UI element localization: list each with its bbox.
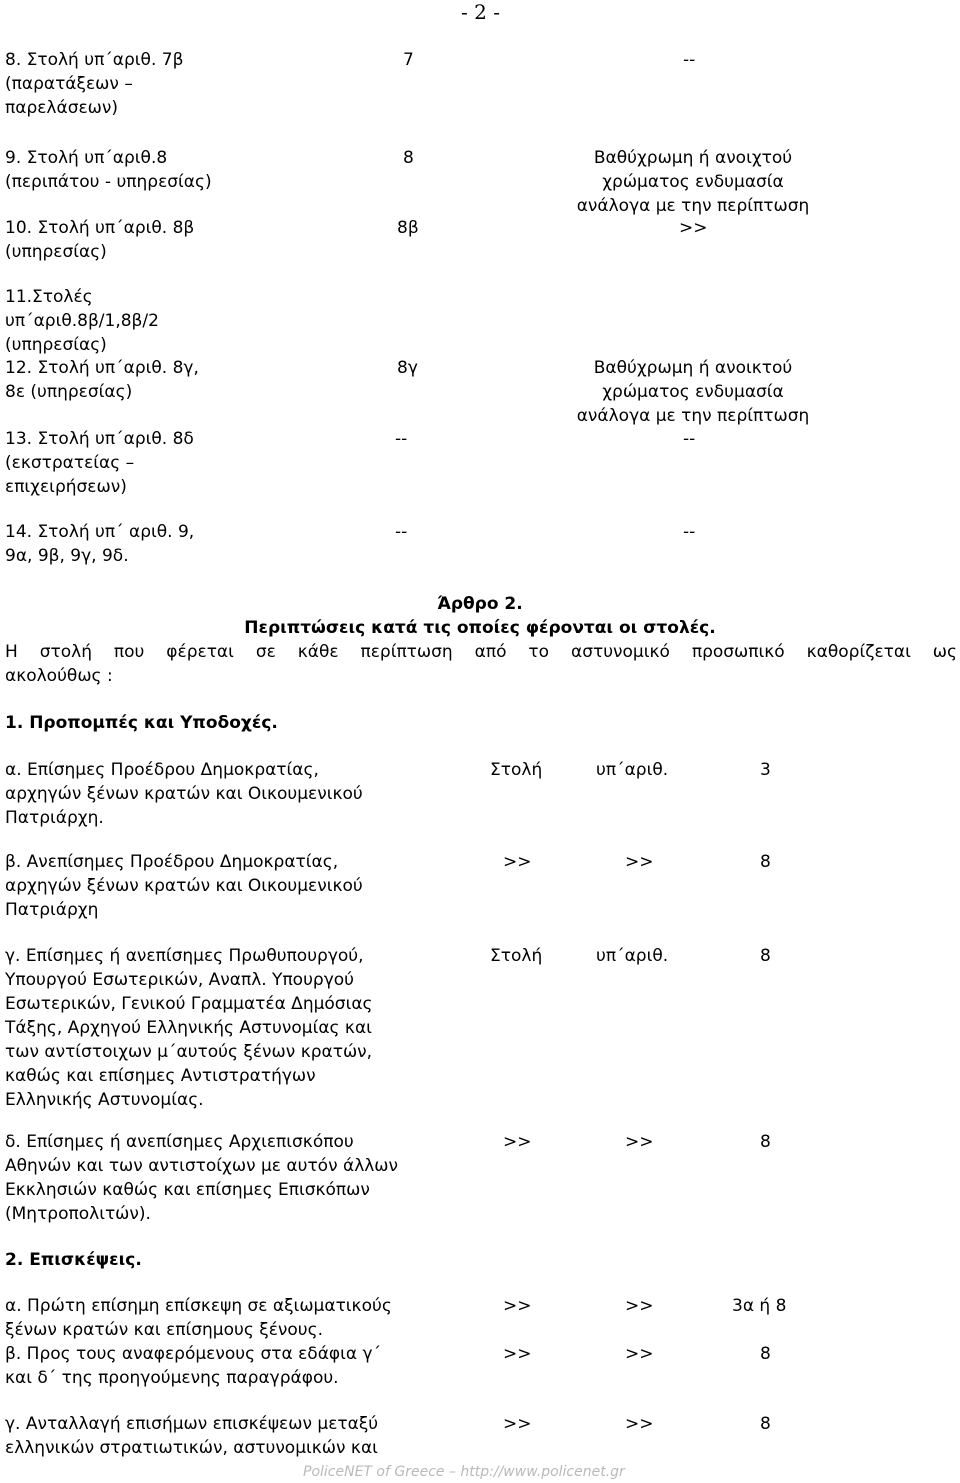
entry-line: γ. Επίσημες ή ανεπίσημες Πρωθυπουργού, [5, 946, 364, 966]
entry-line: (Μητροπολιτών). [5, 1204, 151, 1224]
section-title: 2. Επισκέψεις. [5, 1250, 142, 1270]
entry-text [5, 758, 363, 830]
table-row-code: -- [395, 429, 408, 449]
table-row-code: 8γ [397, 358, 418, 378]
entry-col2: υπ΄αριθ. [596, 946, 669, 966]
entry-line: β. Ανεπίσημες Προέδρου Δημοκρατίας, [5, 852, 339, 872]
entry-line: Τάξης, Αρχηγού Ελληνικής Αστυνομίας και [5, 1018, 372, 1038]
entry-col3: 3 [760, 760, 771, 780]
table-row-note: -- [683, 522, 696, 542]
table-row-item [5, 356, 199, 404]
entry-text [5, 850, 363, 922]
entry-line: Υπουργού Εσωτερικών, Αναπλ. Υπουργού [5, 970, 355, 990]
table-row-item [5, 520, 194, 568]
note-line: Βαθύχρωμη ή ανοιχτού [593, 148, 793, 168]
table-row-note: >> [679, 218, 708, 238]
entry-col3: 8 [760, 946, 771, 966]
entry-col1: >> [503, 852, 532, 872]
entry-col2: >> [625, 1414, 654, 1434]
entry-line: Εκκλησιών καθώς και επίσημες Επισκόπων [5, 1180, 370, 1200]
entry-col1: Στολή [490, 760, 543, 780]
table-row-code: -- [395, 522, 408, 542]
entry-text [5, 1412, 378, 1460]
note-line: χρώματος ενδυμασία [602, 172, 784, 192]
item-line: 13. Στολή υπ΄αριθ. 8δ [5, 429, 194, 449]
entry-col3: 8 [760, 1414, 771, 1434]
entry-line: και δ΄ της προηγούμενης παραγράφου. [5, 1368, 339, 1388]
entry-line: α. Πρώτη επίσημη επίσκεψη σε αξιωματικούς [5, 1296, 392, 1316]
entry-col3: 8 [760, 1132, 771, 1152]
item-line: (εκστρατείας – [5, 453, 135, 473]
table-row-item [5, 427, 194, 499]
page-number: - 2 - [461, 0, 500, 24]
entry-line: καθώς και επίσημες Αντιστρατήγων [5, 1066, 316, 1086]
entry-line: αρχηγών ξένων κρατών και Οικουμενικού [5, 784, 363, 804]
entry-col2: >> [625, 1296, 654, 1316]
table-row-code: 8 [403, 148, 414, 168]
item-line: 9. Στολή υπ΄αριθ.8 [5, 148, 168, 168]
table-row-item [5, 146, 212, 194]
entry-col1: >> [503, 1296, 532, 1316]
item-line: παρελάσεων) [5, 98, 119, 118]
entry-col1: Στολή [490, 946, 543, 966]
entry-text [5, 1130, 398, 1226]
table-row-item [5, 216, 194, 264]
entry-col3: 8 [760, 852, 771, 872]
entry-line: ελληνικών στρατιωτικών, αστυνομικών και [5, 1438, 378, 1458]
item-line: (παρατάξεων – [5, 74, 133, 94]
item-line: (περιπάτου - υπηρεσίας) [5, 172, 212, 192]
entry-line: α. Επίσημες Προέδρου Δημοκρατίας, [5, 760, 319, 780]
entry-line: δ. Επίσημες ή ανεπίσημες Αρχιεπισκόπου [5, 1132, 354, 1152]
entry-col3: 3α ή 8 [732, 1296, 787, 1316]
article-intro-line: ακολούθως : [5, 666, 113, 686]
entry-line: Εσωτερικών, Γενικού Γραμματέα Δημόσιας [5, 994, 373, 1014]
item-line: 12. Στολή υπ΄αριθ. 8γ, [5, 358, 199, 378]
entry-col1: >> [503, 1414, 532, 1434]
entry-line: Πατριάρχη [5, 900, 99, 920]
entry-col2: >> [625, 1344, 654, 1364]
entry-line: β. Προς τους αναφερόμενους στα εδάφια γ΄ [5, 1344, 382, 1364]
section-title: 1. Προπομπές και Υποδοχές. [5, 713, 278, 733]
article-subheading: Περιπτώσεις κατά τις οποίες φέρονται οι στολές. [244, 618, 716, 638]
article-heading: Άρθρο 2. [437, 594, 523, 614]
item-line: (υπηρεσίας) [5, 242, 107, 262]
entry-text [5, 1342, 381, 1390]
table-row-note [560, 146, 826, 218]
entry-col1: >> [503, 1132, 532, 1152]
item-line: 14. Στολή υπ΄ αριθ. 9, [5, 522, 195, 542]
table-row-code: 7 [403, 50, 414, 70]
entry-text [5, 944, 373, 1112]
entry-col1: >> [503, 1344, 532, 1364]
entry-text [5, 1294, 392, 1342]
table-row-note: -- [683, 50, 696, 70]
table-row-item [5, 285, 159, 357]
article-intro-line: Η στολή που φέρεται σε κάθε περίπτωση από το αστυνομικό προσωπικό καθορίζεται ως [5, 642, 957, 662]
entry-line: των αντίστοιχων μ΄αυτούς ξένων κρατών, [5, 1042, 373, 1062]
entry-line: γ. Ανταλλαγή επισήμων επισκέψεων μεταξύ [5, 1414, 379, 1434]
table-row-code: 8β [397, 218, 419, 238]
entry-line: ξένων κρατών και επίσημους ξένους. [5, 1320, 324, 1340]
table-row-note: -- [683, 429, 696, 449]
note-line: χρώματος ενδυμασία [602, 382, 784, 402]
entry-line: Πατριάρχη. [5, 808, 104, 828]
item-line: επιχειρήσεων) [5, 477, 127, 497]
entry-col3: 8 [760, 1344, 771, 1364]
item-line: υπ΄αριθ.8β/1,8β/2 [5, 311, 159, 331]
entry-col2: >> [625, 1132, 654, 1152]
footer-watermark: PoliceNET of Greece – http://www.policenet.gr [303, 1464, 625, 1480]
item-line: (υπηρεσίας) [5, 335, 107, 355]
entry-line: Αθηνών και των αντιστοίχων με αυτόν άλλων [5, 1156, 399, 1176]
item-line: 9α, 9β, 9γ, 9δ. [5, 546, 129, 566]
item-line: 11.Στολές [5, 287, 93, 307]
note-line: ανάλογα με την περίπτωση [576, 196, 810, 216]
item-line: 8ε (υπηρεσίας) [5, 382, 133, 402]
note-line: Βαθύχρωμη ή ανοικτού [593, 358, 793, 378]
entry-col2: υπ΄αριθ. [596, 760, 669, 780]
entry-col2: >> [625, 852, 654, 872]
table-row-item [5, 48, 183, 120]
item-line: 10. Στολή υπ΄αριθ. 8β [5, 218, 195, 238]
note-line: ανάλογα με την περίπτωση [576, 406, 810, 426]
entry-line: Ελληνικής Αστυνομίας. [5, 1090, 204, 1110]
table-row-note [560, 356, 826, 428]
entry-line: αρχηγών ξένων κρατών και Οικουμενικού [5, 876, 363, 896]
item-line: 8. Στολή υπ΄αριθ. 7β [5, 50, 184, 70]
